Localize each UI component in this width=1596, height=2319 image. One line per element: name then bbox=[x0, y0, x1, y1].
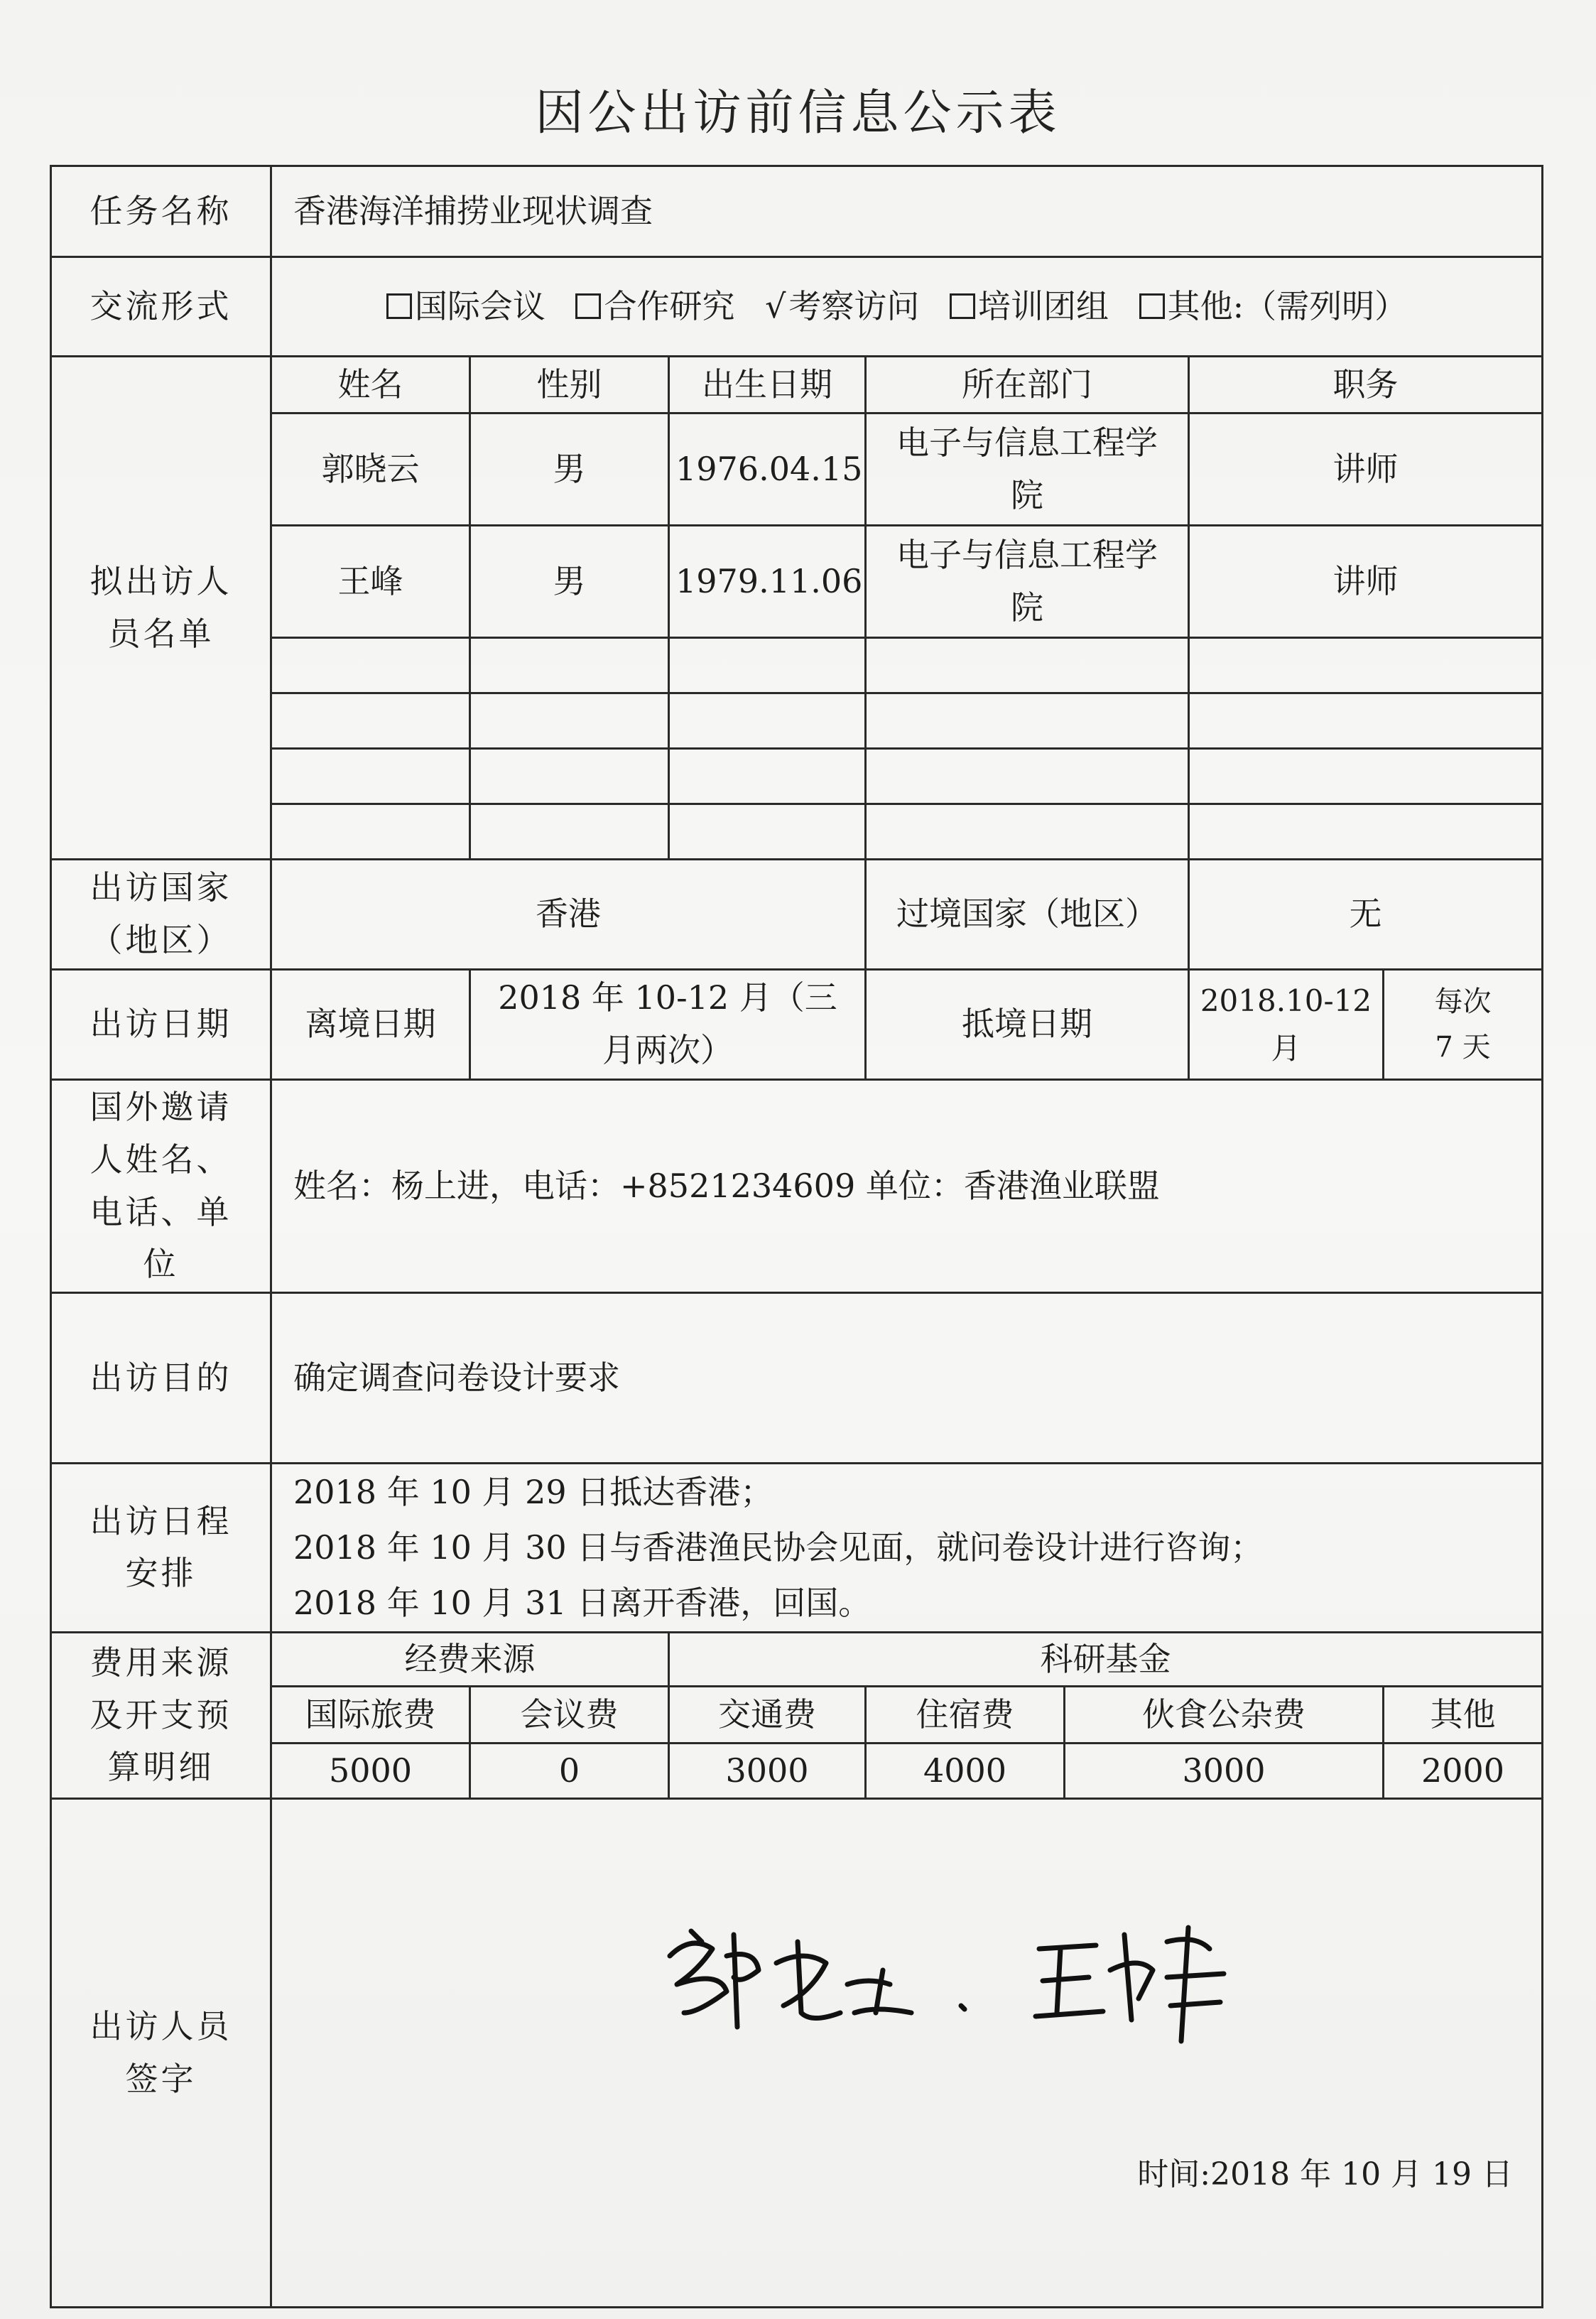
budget-value-row bbox=[51, 1744, 1543, 1799]
schedule-line: 2018 年 10 月 30 日与香港渔民协会见面，就问卷设计进行咨询； bbox=[293, 1528, 1264, 1567]
budget-source-label: 经费来源 bbox=[271, 1632, 669, 1687]
budget-item-label: 交通费 bbox=[669, 1687, 866, 1744]
person-position: 讲师 bbox=[1189, 413, 1543, 526]
signature-label: 出访人员签字 bbox=[51, 1799, 271, 2308]
budget-item-label: 其他 bbox=[1384, 1687, 1543, 1744]
header-gender: 性别 bbox=[470, 357, 669, 413]
personnel-header-row bbox=[51, 357, 1543, 413]
option-visit[interactable]: √考察访问 bbox=[765, 286, 920, 325]
arrive-label: 抵境日期 bbox=[866, 970, 1189, 1080]
task-value: 香港海洋捕捞业现状调查 bbox=[271, 166, 1543, 257]
budget-item-label: 会议费 bbox=[470, 1687, 669, 1744]
header-dept: 所在部门 bbox=[866, 357, 1189, 413]
inviter-row bbox=[51, 1080, 1543, 1293]
depart-value: 2018 年 10-12 月（三月两次） bbox=[470, 970, 866, 1080]
person-position: 讲师 bbox=[1189, 526, 1543, 638]
arrive-value: 2018.10-12 月 bbox=[1189, 970, 1384, 1080]
option-research[interactable]: 合作研究 bbox=[575, 281, 734, 333]
checkbox-empty-icon bbox=[950, 293, 975, 319]
budget-item-value: 3000 bbox=[669, 1744, 866, 1799]
person-name: 王峰 bbox=[271, 526, 470, 638]
budget-item-label: 住宿费 bbox=[866, 1687, 1065, 1744]
budget-source-value: 科研基金 bbox=[669, 1632, 1543, 1687]
checkbox-empty-icon bbox=[575, 293, 601, 319]
purpose-label: 出访目的 bbox=[51, 1293, 271, 1464]
schedule-label: 出访日程安排 bbox=[51, 1464, 271, 1633]
option-conference[interactable]: 国际会议 bbox=[386, 281, 545, 333]
country-label: 出访国家（地区） bbox=[51, 860, 271, 970]
checkbox-empty-icon bbox=[1139, 293, 1165, 319]
budget-item-value: 0 bbox=[470, 1744, 669, 1799]
budget-item-label: 伙食公杂费 bbox=[1065, 1687, 1384, 1744]
depart-label: 离境日期 bbox=[271, 970, 470, 1080]
person-name: 郭晓云 bbox=[271, 413, 470, 526]
schedule-line: 2018 年 10 月 31 日离开香港，回国。 bbox=[293, 1584, 872, 1623]
header-birth: 出生日期 bbox=[669, 357, 866, 413]
inviter-label: 国外邀请人姓名、电话、单位 bbox=[51, 1080, 271, 1293]
handwritten-signature bbox=[641, 1906, 1352, 2048]
purpose-value: 确定调查问卷设计要求 bbox=[271, 1293, 1543, 1464]
exchange-row bbox=[51, 257, 1543, 357]
budget-item-value: 3000 bbox=[1065, 1744, 1384, 1799]
empty-row bbox=[51, 804, 1543, 860]
budget-header-row bbox=[51, 1687, 1543, 1744]
dates-label: 出访日期 bbox=[51, 970, 271, 1080]
page-title: 因公出访前信息公示表 bbox=[535, 85, 1061, 141]
inviter-value: 姓名：杨上进，电话：+8521234609 单位：香港渔业联盟 bbox=[271, 1080, 1543, 1293]
check-mark-icon: √ bbox=[765, 286, 786, 325]
task-row bbox=[51, 166, 1543, 257]
person-birth: 1976.04.15 bbox=[669, 413, 866, 526]
budget-label: 费用来源及开支预算明细 bbox=[51, 1632, 271, 1799]
signature-cell bbox=[271, 1799, 1543, 2308]
header-name: 姓名 bbox=[271, 357, 470, 413]
dates-row bbox=[51, 970, 1543, 1080]
signature-row bbox=[51, 1799, 1543, 2308]
budget-item-value: 4000 bbox=[866, 1744, 1065, 1799]
exchange-options bbox=[271, 257, 1543, 357]
budget-item-label: 国际旅费 bbox=[271, 1687, 470, 1744]
signature-date: 时间:2018 年 10 月 19 日 bbox=[1137, 2156, 1514, 2193]
person-gender: 男 bbox=[470, 526, 669, 638]
empty-row bbox=[51, 638, 1543, 693]
task-label: 任务名称 bbox=[51, 166, 271, 257]
schedule-row bbox=[51, 1464, 1543, 1633]
personnel-label: 拟出访人员名单 bbox=[51, 357, 271, 860]
person-dept: 电子与信息工程学院 bbox=[866, 526, 1189, 638]
table-row bbox=[51, 526, 1543, 638]
empty-row bbox=[51, 749, 1543, 804]
checkbox-empty-icon bbox=[386, 293, 412, 319]
transit-value: 无 bbox=[1189, 860, 1543, 970]
person-dept: 电子与信息工程学院 bbox=[866, 413, 1189, 526]
country-row bbox=[51, 860, 1543, 970]
budget-source-row bbox=[51, 1632, 1543, 1687]
table-row bbox=[51, 413, 1543, 526]
empty-row bbox=[51, 693, 1543, 749]
person-gender: 男 bbox=[470, 413, 669, 526]
header-position: 职务 bbox=[1189, 357, 1543, 413]
person-birth: 1979.11.06 bbox=[669, 526, 866, 638]
option-other[interactable]: 其他:（需列明） bbox=[1139, 281, 1408, 333]
transit-label: 过境国家（地区） bbox=[866, 860, 1189, 970]
country-value: 香港 bbox=[271, 860, 866, 970]
exchange-label: 交流形式 bbox=[51, 257, 271, 357]
budget-item-value: 2000 bbox=[1384, 1744, 1543, 1799]
option-training[interactable]: 培训团组 bbox=[950, 281, 1109, 333]
schedule-lines bbox=[271, 1464, 1543, 1633]
schedule-line: 2018 年 10 月 29 日抵达香港； bbox=[293, 1473, 773, 1511]
budget-item-value: 5000 bbox=[271, 1744, 470, 1799]
purpose-row bbox=[51, 1293, 1543, 1464]
disclosure-form-table bbox=[50, 165, 1543, 2308]
duration-value: 每次 7 天 bbox=[1384, 970, 1543, 1080]
